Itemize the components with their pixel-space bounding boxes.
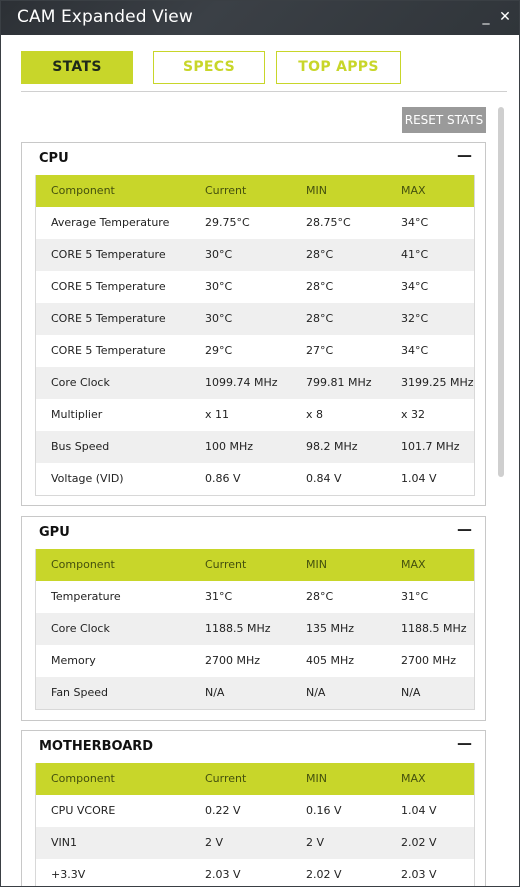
motherboard-table bbox=[35, 763, 475, 887]
table-header-row bbox=[36, 175, 474, 207]
table-cell: Voltage (VID) bbox=[51, 472, 124, 485]
table-cell: 28.75°C bbox=[306, 216, 351, 229]
reset-stats-button[interactable]: RESET STATS bbox=[402, 107, 486, 133]
table-cell: 31°C bbox=[205, 590, 233, 603]
table-cell: 1.04 V bbox=[401, 804, 437, 817]
table-cell: 0.86 V bbox=[205, 472, 241, 485]
table-cell: 1.04 V bbox=[401, 472, 437, 485]
table-cell: 1188.5 MHz bbox=[401, 622, 467, 635]
motherboard-section bbox=[21, 730, 486, 887]
table-row bbox=[36, 399, 474, 431]
table-cell: 1188.5 MHz bbox=[205, 622, 271, 635]
table-row bbox=[36, 335, 474, 367]
table-row bbox=[36, 677, 474, 709]
table-row bbox=[36, 795, 474, 827]
table-cell: +3.3V bbox=[51, 868, 86, 881]
tab-specs[interactable]: SPECS bbox=[153, 51, 265, 84]
minimize-button[interactable]: _ bbox=[482, 9, 490, 25]
column-header: MAX bbox=[401, 558, 426, 571]
table-cell: 28°C bbox=[306, 590, 334, 603]
scrollbar[interactable] bbox=[498, 107, 504, 877]
table-cell: 29.75°C bbox=[205, 216, 250, 229]
table-cell: 2 V bbox=[306, 836, 325, 849]
table-cell: 34°C bbox=[401, 344, 429, 357]
scrollbar-thumb[interactable] bbox=[498, 107, 504, 477]
table-cell: Temperature bbox=[51, 590, 121, 603]
table-cell: N/A bbox=[205, 686, 225, 699]
table-cell: 3199.25 MHz bbox=[401, 376, 474, 389]
window-title: CAM Expanded View bbox=[17, 7, 193, 27]
table-cell: CORE 5 Temperature bbox=[51, 312, 166, 325]
column-header: MIN bbox=[306, 558, 327, 571]
table-cell: 30°C bbox=[205, 248, 233, 261]
column-header: MAX bbox=[401, 184, 426, 197]
title-bar[interactable] bbox=[1, 1, 519, 35]
column-header: Component bbox=[51, 772, 115, 785]
motherboard-collapse-button[interactable]: — bbox=[457, 734, 472, 752]
table-cell: 98.2 MHz bbox=[306, 440, 358, 453]
table-cell: CORE 5 Temperature bbox=[51, 248, 166, 261]
table-row bbox=[36, 613, 474, 645]
table-row bbox=[36, 645, 474, 677]
table-cell: 27°C bbox=[306, 344, 334, 357]
table-cell: 2.03 V bbox=[205, 868, 241, 881]
table-cell: 28°C bbox=[306, 280, 334, 293]
table-cell: Bus Speed bbox=[51, 440, 110, 453]
table-cell: 31°C bbox=[401, 590, 429, 603]
column-header: Current bbox=[205, 558, 247, 571]
table-cell: Multiplier bbox=[51, 408, 103, 421]
table-cell: 135 MHz bbox=[306, 622, 355, 635]
table-cell: CORE 5 Temperature bbox=[51, 344, 166, 357]
table-cell: Core Clock bbox=[51, 622, 110, 635]
close-button[interactable]: ✕ bbox=[499, 9, 511, 25]
table-header-row bbox=[36, 549, 474, 581]
table-row bbox=[36, 271, 474, 303]
table-row bbox=[36, 367, 474, 399]
gpu-section bbox=[21, 516, 486, 721]
table-row bbox=[36, 463, 474, 495]
table-cell: Fan Speed bbox=[51, 686, 109, 699]
table-cell: 32°C bbox=[401, 312, 429, 325]
table-cell: N/A bbox=[306, 686, 326, 699]
table-cell: 2 V bbox=[205, 836, 224, 849]
table-row bbox=[36, 859, 474, 887]
table-row bbox=[36, 581, 474, 613]
cpu-collapse-button[interactable]: — bbox=[457, 146, 472, 164]
cpu-section bbox=[21, 142, 486, 506]
gpu-section-title: GPU bbox=[39, 525, 70, 540]
column-header: MAX bbox=[401, 772, 426, 785]
table-cell: Average Temperature bbox=[51, 216, 170, 229]
table-row bbox=[36, 239, 474, 271]
table-row bbox=[36, 207, 474, 239]
table-cell: 34°C bbox=[401, 280, 429, 293]
table-cell: 29°C bbox=[205, 344, 233, 357]
table-cell: 101.7 MHz bbox=[401, 440, 460, 453]
table-row bbox=[36, 827, 474, 859]
gpu-collapse-button[interactable]: — bbox=[457, 520, 472, 538]
cpu-section-title: CPU bbox=[39, 151, 69, 166]
tab-top-apps[interactable]: TOP APPS bbox=[276, 51, 401, 84]
table-cell: 2.02 V bbox=[401, 836, 437, 849]
table-cell: 2700 MHz bbox=[205, 654, 261, 667]
table-row bbox=[36, 431, 474, 463]
table-cell: 0.84 V bbox=[306, 472, 342, 485]
table-cell: N/A bbox=[401, 686, 421, 699]
column-header: Component bbox=[51, 558, 115, 571]
tab-divider bbox=[21, 91, 507, 92]
table-cell: 1099.74 MHz bbox=[205, 376, 278, 389]
motherboard-section-title: MOTHERBOARD bbox=[39, 739, 154, 754]
table-cell: Core Clock bbox=[51, 376, 110, 389]
column-header: Current bbox=[205, 772, 247, 785]
gpu-table bbox=[35, 549, 475, 710]
table-cell: 0.22 V bbox=[205, 804, 241, 817]
column-header: Current bbox=[205, 184, 247, 197]
table-row bbox=[36, 303, 474, 335]
column-header: MIN bbox=[306, 772, 327, 785]
table-cell: CORE 5 Temperature bbox=[51, 280, 166, 293]
table-cell: 2.02 V bbox=[306, 868, 342, 881]
column-header: MIN bbox=[306, 184, 327, 197]
table-cell: VIN1 bbox=[51, 836, 77, 849]
table-cell: 405 MHz bbox=[306, 654, 355, 667]
table-cell: CPU VCORE bbox=[51, 804, 116, 817]
table-cell: 2.03 V bbox=[401, 868, 437, 881]
table-cell: Memory bbox=[51, 654, 96, 667]
table-cell: 34°C bbox=[401, 216, 429, 229]
table-cell: x 8 bbox=[306, 408, 324, 421]
table-cell: 41°C bbox=[401, 248, 429, 261]
column-header: Component bbox=[51, 184, 115, 197]
table-cell: 799.81 MHz bbox=[306, 376, 372, 389]
table-cell: x 11 bbox=[205, 408, 230, 421]
table-cell: 30°C bbox=[205, 312, 233, 325]
tab-stats[interactable]: STATS bbox=[21, 51, 133, 84]
table-cell: 30°C bbox=[205, 280, 233, 293]
table-cell: 28°C bbox=[306, 312, 334, 325]
table-cell: 100 MHz bbox=[205, 440, 254, 453]
table-cell: x 32 bbox=[401, 408, 426, 421]
table-cell: 0.16 V bbox=[306, 804, 342, 817]
table-header-row bbox=[36, 763, 474, 795]
table-cell: 2700 MHz bbox=[401, 654, 457, 667]
table-cell: 28°C bbox=[306, 248, 334, 261]
cpu-table bbox=[35, 175, 475, 496]
